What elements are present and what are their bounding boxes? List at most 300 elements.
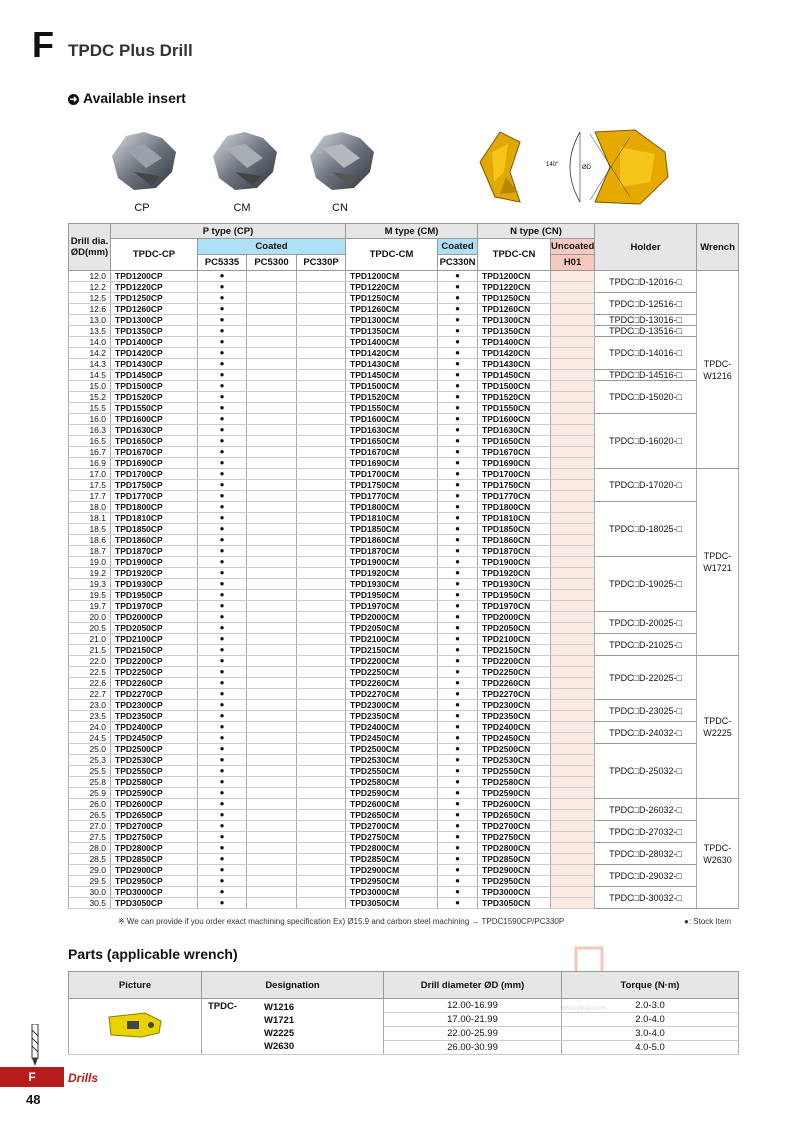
cm-insert-image [205,128,283,194]
pc330n-stock: ● [438,337,478,348]
cm-code: TPD2000CM [346,612,438,623]
pc5335-stock: ● [198,645,247,656]
cp-code: TPD1550CP [111,403,198,414]
pc330n-stock: ● [438,414,478,425]
pc330n-stock: ● [438,678,478,689]
pc5300-stock [247,491,297,502]
pc330p-stock [297,601,346,612]
pc5300-stock [247,337,297,348]
pc330n-stock: ● [438,271,478,282]
drill-diameter: 14.5 [69,370,111,381]
pc5300-stock [247,513,297,524]
cp-code: TPD2500CP [111,744,198,755]
h01-stock [551,370,595,381]
grade-pc5300: PC5300 [247,255,297,271]
drill-diameter: 23.0 [69,700,111,711]
drill-diameter: 24.0 [69,722,111,733]
h01-stock [551,865,595,876]
pc330n-stock: ● [438,711,478,722]
grade-h01: H01 [551,255,595,271]
pc330p-stock [297,535,346,546]
footer-section-name: Drills [68,1071,99,1085]
h01-stock [551,733,595,744]
wrench-range: 17.00-21.99 [384,1013,562,1027]
cm-code: TPD1690CM [346,458,438,469]
pc330n-stock: ● [438,502,478,513]
holder-cell: TPDC□D-23025-□ [595,700,697,722]
table-row [69,612,739,623]
drill-diameter: 19.7 [69,601,111,612]
drill-diameter: 25.8 [69,777,111,788]
cn-code: TPD1970CN [478,601,551,612]
drill-dia-header: Drill dia. ØD(mm) [69,224,111,271]
pc330n-stock: ● [438,645,478,656]
wrench-torque: 2.0-3.0 [562,999,739,1013]
drill-diameter: 29.0 [69,865,111,876]
table-row [69,557,739,568]
pc5300-stock [247,722,297,733]
cm-code: TPD2500CM [346,744,438,755]
pc5335-stock: ● [198,436,247,447]
pc330p-stock [297,513,346,524]
pc5300-stock [247,744,297,755]
cn-code: TPD1520CN [478,392,551,403]
cm-code: TPD1420CM [346,348,438,359]
cm-code: TPD2260CM [346,678,438,689]
table-row [69,469,739,480]
pc5335-stock: ● [198,337,247,348]
pc330n-stock: ● [438,755,478,766]
pc330p-stock [297,711,346,722]
pc5300-stock [247,755,297,766]
pc330p-stock [297,810,346,821]
pc5335-stock: ● [198,821,247,832]
cp-code: TPD2650CP [111,810,198,821]
cp-code: TPD2600CP [111,799,198,810]
cn-code: TPD1550CN [478,403,551,414]
drill-diameter: 16.3 [69,425,111,436]
pc5300-stock [247,678,297,689]
cp-code: TPD1350CP [111,326,198,337]
pc330p-stock [297,337,346,348]
pc330p-stock [297,590,346,601]
h01-stock [551,623,595,634]
wrench-torque: 3.0-4.0 [562,1027,739,1041]
pc5335-stock: ● [198,865,247,876]
pc330n-stock: ● [438,458,478,469]
holder-cell: TPDC□D-17020-□ [595,469,697,502]
holder-cell: TPDC□D-22025-□ [595,656,697,700]
h01-stock [551,348,595,359]
h01-stock [551,524,595,535]
cn-code: TPD2550CN [478,766,551,777]
h01-stock [551,403,595,414]
cn-code: TPD1300CN [478,315,551,326]
cp-code: TPD2450CP [111,733,198,744]
pc5300-stock [247,667,297,678]
designation-prefix-label: TPDC- [208,1001,238,1012]
pc330p-stock [297,656,346,667]
table-row [69,799,739,810]
pc5335-stock: ● [198,348,247,359]
pc5335-stock: ● [198,766,247,777]
drill-diameter: 25.0 [69,744,111,755]
cn-code: TPD1670CN [478,447,551,458]
pc5335-stock: ● [198,810,247,821]
holder-cell: TPDC□D-12016-□ [595,271,697,293]
pc330n-stock: ● [438,304,478,315]
dia-label: ØD [582,165,591,171]
pc330p-stock [297,359,346,370]
pc330n-stock: ● [438,843,478,854]
pc5335-stock: ● [198,425,247,436]
pc330p-stock [297,436,346,447]
pc330n-stock: ● [438,403,478,414]
cp-code: TPD2000CP [111,612,198,623]
cm-code: TPD1670CM [346,447,438,458]
wrench-name: W1216 [264,1002,295,1013]
drill-diameter: 21.0 [69,634,111,645]
drill-diameter: 22.7 [69,689,111,700]
pc5300-stock [247,590,297,601]
cm-code: TPD1860CM [346,535,438,546]
pc330n-stock: ● [438,667,478,678]
cn-code: TPD1350CN [478,326,551,337]
pc5300-stock [247,623,297,634]
pc330p-stock [297,271,346,282]
pc5335-stock: ● [198,678,247,689]
tpdc-cn-header: TPDC-CN [478,239,551,271]
cm-code: TPD1550CM [346,403,438,414]
cp-code: TPD2950CP [111,876,198,887]
cn-code: TPD2260CN [478,678,551,689]
cp-code: TPD2700CP [111,821,198,832]
pc5335-stock: ● [198,282,247,293]
pc330n-stock: ● [438,557,478,568]
cp-code: TPD2350CP [111,711,198,722]
grade-pc330n: PC330N [438,255,478,271]
pc5300-stock [247,348,297,359]
stock-legend: ●: Stock Item [684,917,732,926]
holder-cell: TPDC□D-26032-□ [595,799,697,821]
drill-diameter: 26.5 [69,810,111,821]
pc330n-stock: ● [438,744,478,755]
pc5335-stock: ● [198,293,247,304]
h01-stock [551,667,595,678]
pc5300-stock [247,293,297,304]
available-insert-label: Available insert [83,90,186,106]
h01-stock [551,359,595,370]
pc5300-stock [247,315,297,326]
cp-code: TPD2800CP [111,843,198,854]
pc5300-stock [247,425,297,436]
cn-code: TPD2400CN [478,722,551,733]
wrench-picture-cell [69,999,202,1055]
cm-code: TPD1430CM [346,359,438,370]
table-row [69,381,739,392]
drill-diameter: 16.0 [69,414,111,425]
cm-code: TPD1930CM [346,579,438,590]
cn-code: TPD1450CN [478,370,551,381]
wrench-cell: TPDC- W1216 [697,271,739,469]
cm-code: TPD2200CM [346,656,438,667]
wrench-header: Wrench [697,224,739,271]
cp-code: TPD1670CP [111,447,198,458]
h01-stock [551,480,595,491]
cp-code: TPD1930CP [111,579,198,590]
wrench-range: 22.00-25.99 [384,1027,562,1041]
cm-code: TPD1900CM [346,557,438,568]
table-row [69,700,739,711]
pc330p-stock [297,557,346,568]
drill-icon [30,1024,40,1066]
holder-cell: TPDC□D-18025-□ [595,502,697,557]
cp-code: TPD1860CP [111,535,198,546]
cn-code: TPD2800CN [478,843,551,854]
pc330p-stock [297,722,346,733]
drill-diameter: 16.7 [69,447,111,458]
pc330n-stock: ● [438,436,478,447]
pc330n-stock: ● [438,876,478,887]
wrench-cell: TPDC- W2225 [697,656,739,799]
h01-stock [551,777,595,788]
pc5335-stock: ● [198,579,247,590]
cp-code: TPD2400CP [111,722,198,733]
cp-code: TPD2260CP [111,678,198,689]
pc5300-stock [247,865,297,876]
pc330n-stock: ● [438,722,478,733]
section-letter: F [32,24,54,65]
pc330n-stock: ● [438,425,478,436]
arrow-circle-icon: ➜ [69,94,78,104]
cp-code: TPD2200CP [111,656,198,667]
wrench-picture [105,1009,165,1041]
parts-torque-header: Torque (N·m) [562,972,739,999]
pc330p-stock [297,678,346,689]
h01-stock [551,458,595,469]
pc330n-stock: ● [438,656,478,667]
pc330p-stock [297,788,346,799]
h01-stock [551,590,595,601]
pc330n-stock: ● [438,535,478,546]
cp-code: TPD1400CP [111,337,198,348]
h01-stock [551,612,595,623]
cp-code: TPD2530CP [111,755,198,766]
pc5300-stock [247,524,297,535]
cn-code: TPD2270CN [478,689,551,700]
cn-code: TPD2590CN [478,788,551,799]
drill-diameter: 22.5 [69,667,111,678]
pc5335-stock: ● [198,689,247,700]
table-row [69,744,739,755]
drill-diameter: 21.5 [69,645,111,656]
pc5335-stock: ● [198,876,247,887]
cm-code: TPD2750CM [346,832,438,843]
holder-cell: TPDC□D-19025-□ [595,557,697,612]
cm-code: TPD1200CM [346,271,438,282]
h01-stock [551,491,595,502]
table-row [69,370,739,381]
pc330n-stock: ● [438,447,478,458]
pc330p-stock [297,766,346,777]
pc330p-stock [297,579,346,590]
cp-code: TPD2900CP [111,865,198,876]
cp-code: TPD2580CP [111,777,198,788]
drill-diameter: 17.5 [69,480,111,491]
pc5335-stock: ● [198,370,247,381]
pc330n-stock: ● [438,568,478,579]
pc330n-stock: ● [438,326,478,337]
pc330p-stock [297,458,346,469]
wrench-torque: 2.0-4.0 [562,1013,739,1027]
cm-code: TPD2450CM [346,733,438,744]
watermark-url: www.glrjw.com [560,1005,606,1012]
cp-code: TPD2050CP [111,623,198,634]
drill-diameter: 13.5 [69,326,111,337]
table-row [69,865,739,876]
h01-stock [551,722,595,733]
pc330n-stock: ● [438,832,478,843]
cp-code: TPD1900CP [111,557,198,568]
cn-code: TPD2650CN [478,810,551,821]
h01-stock [551,832,595,843]
pc5300-stock [247,271,297,282]
cn-code: TPD2200CN [478,656,551,667]
drill-diameter: 15.0 [69,381,111,392]
cm-code: TPD1850CM [346,524,438,535]
table-row [69,337,739,348]
pc330n-stock: ● [438,491,478,502]
pc330p-stock [297,480,346,491]
cp-insert-image [104,128,182,194]
cp-code: TPD1750CP [111,480,198,491]
drill-diameter: 14.0 [69,337,111,348]
h01-stock [551,271,595,282]
cp-code: TPD2150CP [111,645,198,656]
h01-stock [551,744,595,755]
pc5335-stock: ● [198,326,247,337]
h01-stock [551,579,595,590]
drill-diameter: 25.3 [69,755,111,766]
cm-code: TPD1810CM [346,513,438,524]
cp-code: TPD1870CP [111,546,198,557]
cn-code: TPD1900CN [478,557,551,568]
wrench-cell: TPDC- W1721 [697,469,739,656]
pc330n-stock: ● [438,810,478,821]
cm-code: TPD2700CM [346,821,438,832]
parts-diameter-header: Drill diameter ØD (mm) [384,972,562,999]
cp-code: TPD1500CP [111,381,198,392]
cm-code: TPD2100CM [346,634,438,645]
cp-code: TPD1970CP [111,601,198,612]
cp-code: TPD1630CP [111,425,198,436]
page-number: 48 [26,1092,41,1107]
page-title: TPDC Plus Drill [68,41,193,60]
cm-code: TPD2900CM [346,865,438,876]
h01-stock [551,282,595,293]
cm-code: TPD2550CM [346,766,438,777]
cm-code: TPD1630CM [346,425,438,436]
pc5300-stock [247,447,297,458]
h01-stock [551,425,595,436]
cm-code: TPD1600CM [346,414,438,425]
cn-code: TPD1220CN [478,282,551,293]
pc330p-stock [297,568,346,579]
pc330p-stock [297,414,346,425]
pc330n-stock: ● [438,315,478,326]
cn-code: TPD1250CN [478,293,551,304]
holder-cell: TPDC□D-29032-□ [595,865,697,887]
h01-stock [551,568,595,579]
h01-stock [551,535,595,546]
drill-diameter: 18.1 [69,513,111,524]
cn-code: TPD1630CN [478,425,551,436]
cn-code: TPD2250CN [478,667,551,678]
order-footnote: ※ We can provide if you order exact machining specification Ex) Ø15.9 and carbon steel machining → TPDC1590CP/PC330P [118,917,565,926]
pc5335-stock: ● [198,612,247,623]
pc330p-stock [297,612,346,623]
pc5335-stock: ● [198,722,247,733]
pc330n-stock: ● [438,788,478,799]
pc5300-stock [247,656,297,667]
h01-stock [551,755,595,766]
pc5335-stock: ● [198,458,247,469]
pc5335-stock: ● [198,887,247,898]
pc5300-stock [247,634,297,645]
h01-stock [551,502,595,513]
drill-diameter: 19.3 [69,579,111,590]
pc330p-stock [297,876,346,887]
cn-code: TPD1430CN [478,359,551,370]
pc5335-stock: ● [198,755,247,766]
pc330n-stock: ● [438,821,478,832]
pc5300-stock [247,370,297,381]
table-row [69,502,739,513]
pc330n-stock: ● [438,392,478,403]
pc330p-stock [297,326,346,337]
pc5335-stock: ● [198,557,247,568]
pc5335-stock: ● [198,711,247,722]
holder-cell: TPDC□D-12516-□ [595,293,697,315]
pc330n-stock: ● [438,381,478,392]
drill-diameter: 13.0 [69,315,111,326]
pc330n-stock: ● [438,865,478,876]
cp-code: TPD1690CP [111,458,198,469]
cm-code: TPD2150CM [346,645,438,656]
h01-stock [551,843,595,854]
h01-stock [551,656,595,667]
pc5335-stock: ● [198,491,247,502]
wrench-name: W2225 [264,1028,295,1039]
table-row [69,293,739,304]
h01-stock [551,876,595,887]
pc5335-stock: ● [198,392,247,403]
holder-cell: TPDC□D-28032-□ [595,843,697,865]
m-type-header: M type (CM) [346,224,478,239]
pc5335-stock: ● [198,843,247,854]
cm-code: TPD2530CM [346,755,438,766]
pc5300-stock [247,700,297,711]
parts-designation-header: Designation [202,972,384,999]
cm-code: TPD1520CM [346,392,438,403]
cn-code: TPD1650CN [478,436,551,447]
p-type-header: P type (CP) [111,224,346,239]
pc330p-stock [297,777,346,788]
cp-code: TPD3050CP [111,898,198,909]
h01-stock [551,436,595,447]
pc5335-stock: ● [198,744,247,755]
pc330p-stock [297,865,346,876]
